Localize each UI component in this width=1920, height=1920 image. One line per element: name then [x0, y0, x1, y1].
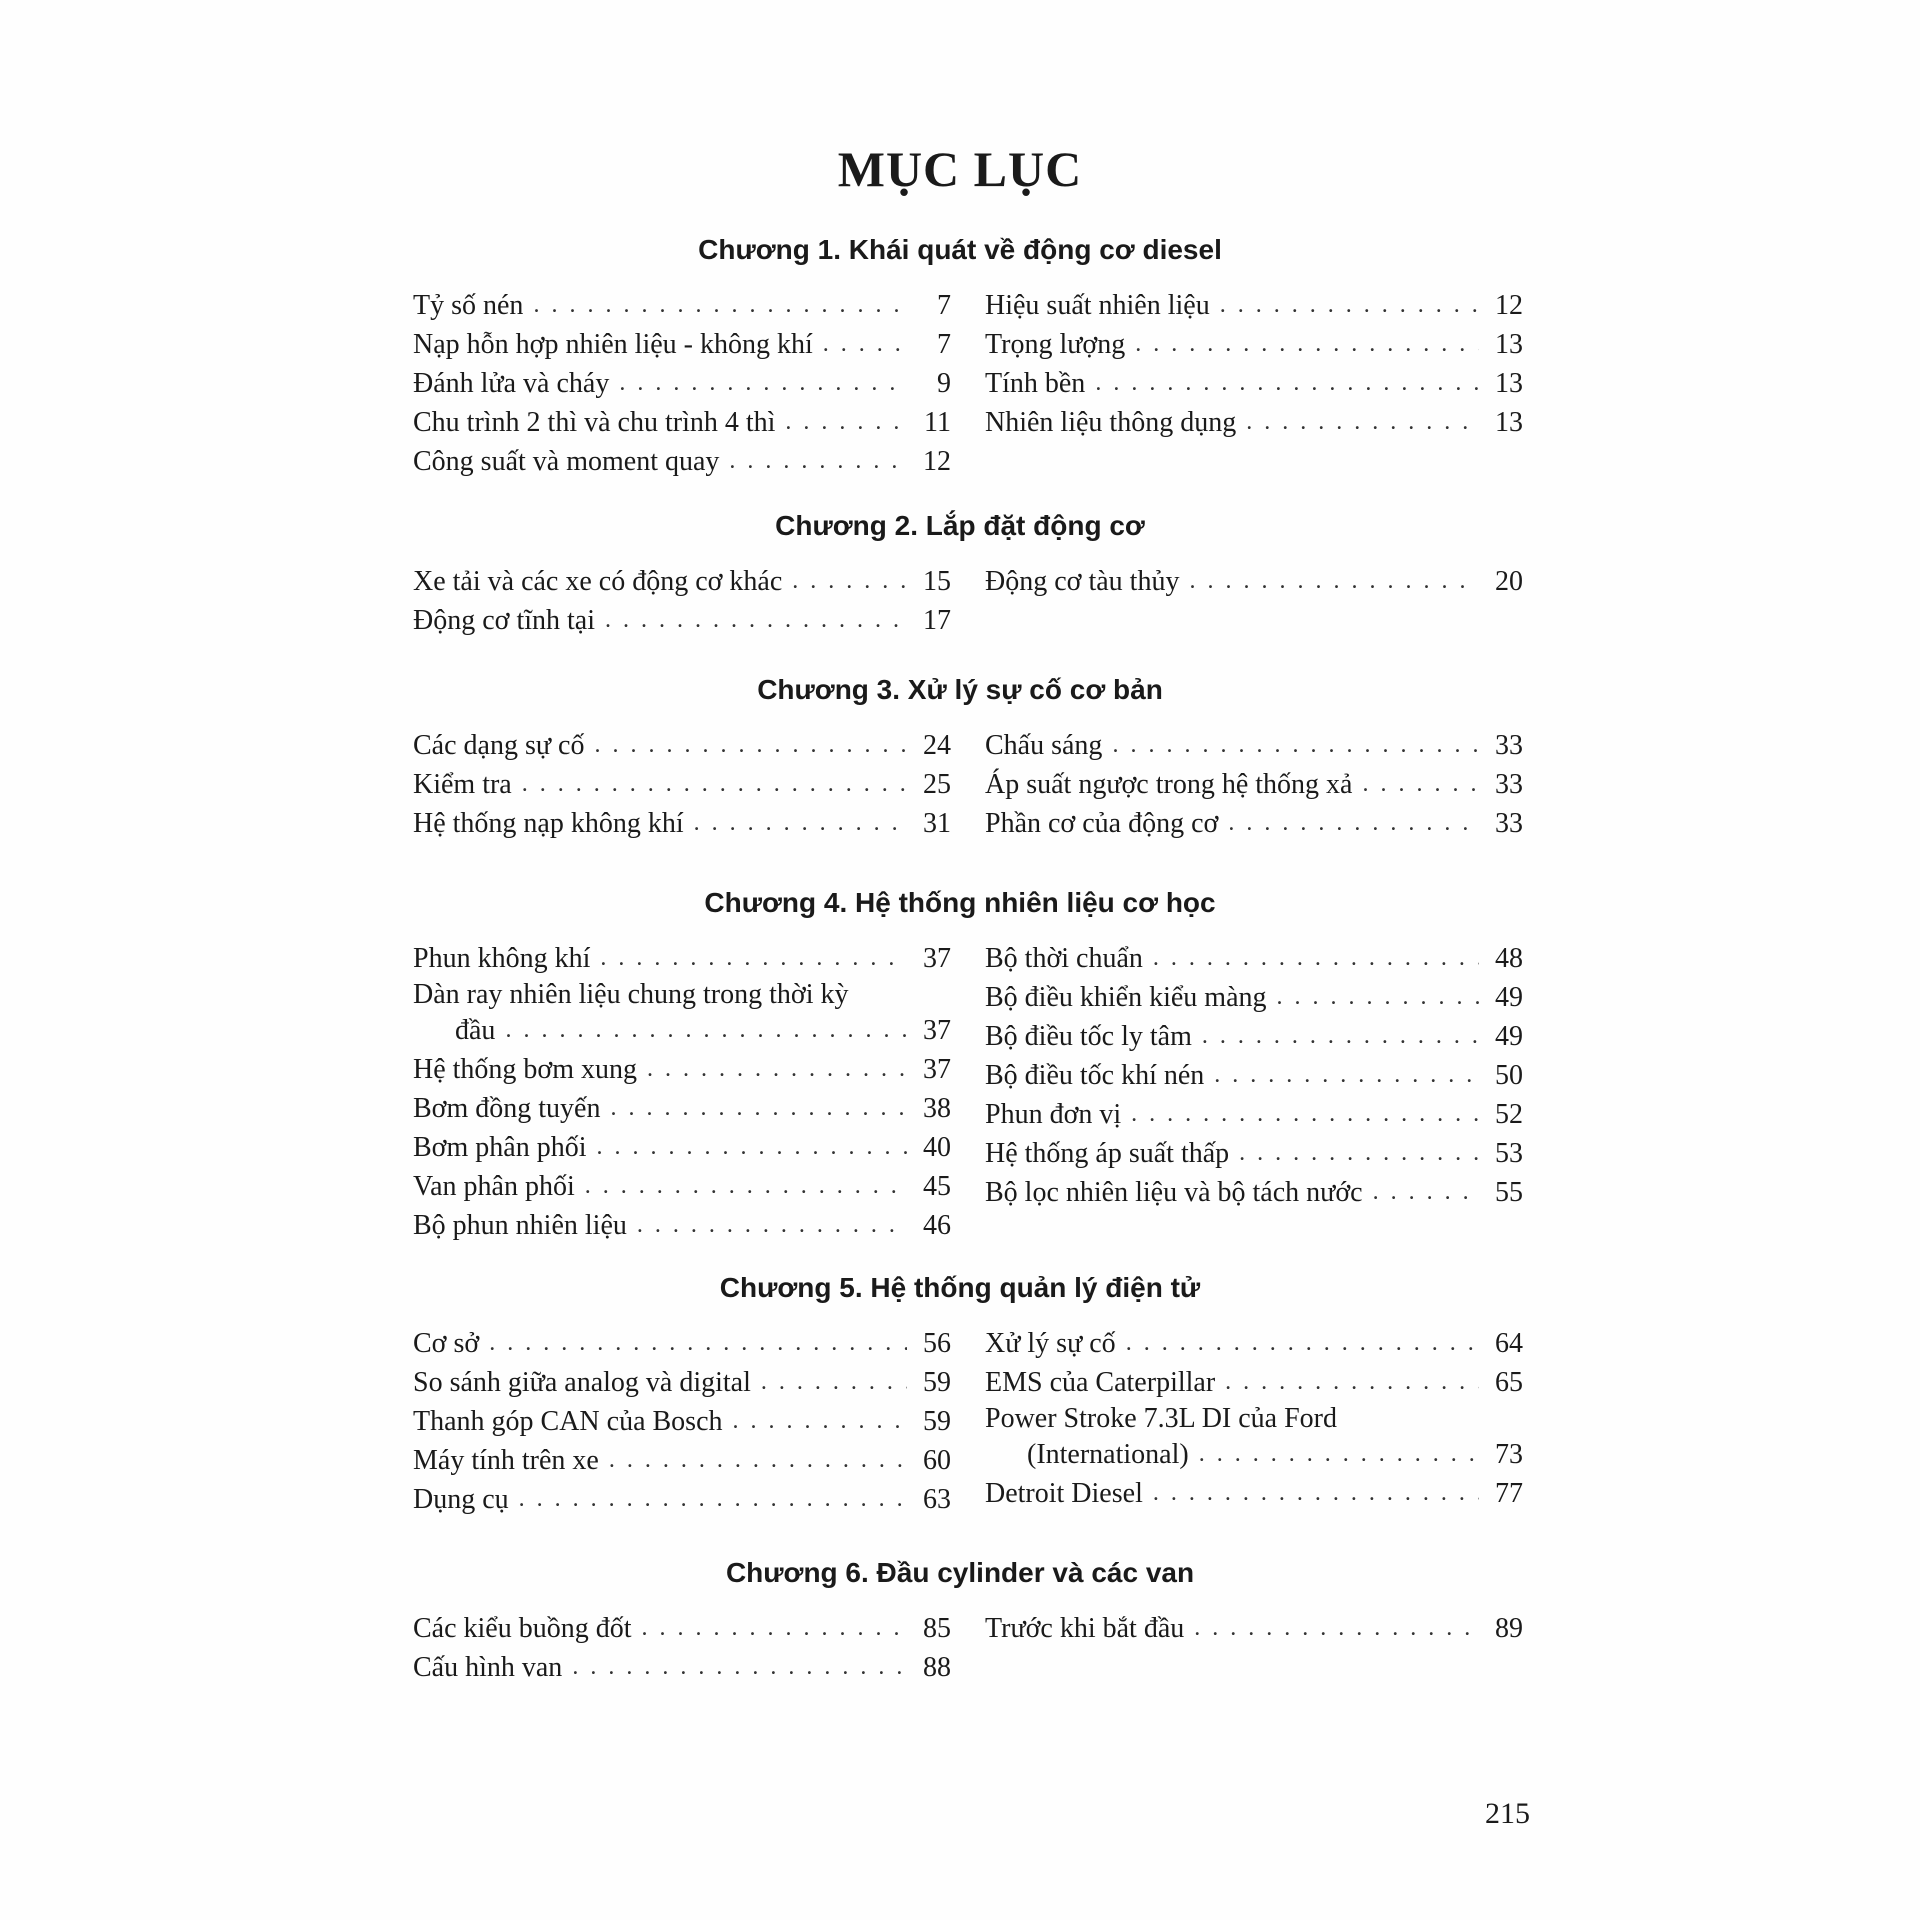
toc-entry-label: Hệ thống áp suất thấp [985, 1138, 1230, 1169]
toc-entry-label: Bộ điều tốc ly tâm [985, 1021, 1192, 1052]
leader-dots [1246, 403, 1479, 442]
toc-entry[interactable] [413, 1128, 951, 1167]
toc-entry-page: 33 [1495, 769, 1523, 800]
toc-entry-page: 11 [924, 407, 951, 438]
toc-entry[interactable] [413, 1206, 951, 1245]
toc-entry-page: 56 [923, 1328, 951, 1359]
chapter-heading: Chương 1. Khái quát về động cơ diesel [698, 234, 1222, 265]
toc-entry-label: Phun đơn vị [985, 1099, 1122, 1130]
toc-column-left [413, 939, 951, 1245]
toc-entry-label: Phần cơ của động cơ [985, 808, 1219, 839]
toc-entry[interactable] [413, 1441, 951, 1480]
leader-dots [1131, 1095, 1479, 1134]
leader-dots [522, 765, 907, 804]
leader-dots [1277, 978, 1479, 1017]
toc-entry[interactable] [985, 403, 1523, 442]
leader-dots [1199, 1435, 1479, 1474]
toc-entry[interactable] [413, 1609, 951, 1648]
toc-entry-page: 12 [1495, 290, 1523, 321]
toc-entry-page: 7 [937, 329, 951, 360]
toc-column-right [985, 939, 1523, 1212]
leader-dots [694, 804, 907, 843]
toc-entry-page: 48 [1495, 943, 1523, 974]
toc-entry-label: Trọng lượng [985, 329, 1126, 360]
toc-entry-page: 24 [923, 730, 951, 761]
toc-entry[interactable] [413, 1402, 951, 1441]
leader-dots [585, 1167, 907, 1206]
toc-entry-page: 38 [923, 1093, 951, 1124]
toc-entry-page: 31 [923, 808, 951, 839]
toc-column-left [413, 1609, 951, 1687]
leader-dots [533, 286, 907, 325]
toc-entry-page: 85 [923, 1613, 951, 1644]
toc-entry-page: 63 [923, 1484, 951, 1515]
toc-entry-page: 60 [923, 1445, 951, 1476]
toc-entry-label: Xử lý sự cố [985, 1328, 1116, 1359]
leader-dots [1135, 325, 1479, 364]
toc-entry-page: 37 [923, 1015, 951, 1046]
toc-entry-page: 13 [1495, 368, 1523, 399]
toc-entry-page: 25 [923, 769, 951, 800]
toc-entry-page: 20 [1495, 566, 1523, 597]
toc-column-right [985, 1324, 1523, 1513]
toc-column-right [985, 1609, 1523, 1648]
toc-entry-page: 33 [1495, 730, 1523, 761]
toc-entry-page: 46 [923, 1210, 951, 1241]
chapter-heading: Chương 4. Hệ thống nhiên liệu cơ học [704, 887, 1216, 918]
toc-column-right [985, 286, 1523, 442]
leader-dots [1228, 804, 1479, 843]
leader-dots [1239, 1134, 1479, 1173]
leader-dots [489, 1324, 907, 1363]
toc-entry-label: Bộ điều tốc khí nén [985, 1060, 1205, 1091]
toc-entry-page: 9 [937, 368, 951, 399]
leader-dots [823, 325, 907, 364]
toc-entry[interactable] [413, 442, 951, 481]
toc-entry-page: 77 [1495, 1478, 1523, 1509]
toc-entry-label: Công suất và moment quay [413, 446, 720, 477]
chapter-heading: Chương 6. Đầu cylinder và các van [725, 1557, 1195, 1588]
leader-dots [1153, 939, 1479, 978]
toc-entry-label: Cơ sở [413, 1328, 480, 1359]
toc-entry[interactable] [413, 364, 951, 403]
toc-entry[interactable] [413, 403, 951, 442]
leader-dots [1126, 1324, 1479, 1363]
toc-entry[interactable] [413, 1480, 951, 1519]
toc-column-left [413, 286, 951, 481]
toc-entry-label: Nạp hỗn hợp nhiên liệu - không khí [413, 329, 813, 360]
toc-entry[interactable] [985, 726, 1523, 765]
leader-dots [1220, 286, 1479, 325]
chapter-heading: Chương 2. Lắp đặt động cơ [775, 510, 1145, 541]
toc-entry-label: Xe tải và các xe có động cơ khác [413, 566, 783, 597]
toc-entry[interactable] [985, 562, 1523, 601]
toc-entry[interactable] [985, 1324, 1523, 1363]
toc-entry-page: 65 [1495, 1367, 1523, 1398]
leader-dots [785, 403, 907, 442]
toc-entry-page: 33 [1495, 808, 1523, 839]
toc-entry[interactable] [413, 804, 951, 843]
toc-entry-page: 15 [923, 566, 951, 597]
toc-entry-label-continued: đầu [455, 1015, 496, 1046]
toc-entry-page: 88 [923, 1652, 951, 1683]
toc-column-left [413, 1324, 951, 1519]
toc-entry-page: 12 [923, 446, 951, 477]
toc-entry-label: So sánh giữa analog và digital [413, 1367, 751, 1398]
leader-dots [572, 1648, 907, 1687]
toc-column-left [413, 562, 951, 640]
toc-entry-label: Các dạng sự cố [413, 730, 585, 761]
chapter-heading: Chương 5. Hệ thống quản lý điện tử [719, 1272, 1201, 1303]
toc-entry-label: Đánh lửa và cháy [413, 368, 610, 399]
toc-entry[interactable] [985, 1402, 1523, 1474]
toc-entry[interactable] [985, 325, 1523, 364]
toc-entry-page: 45 [923, 1171, 951, 1202]
toc-entry-label: Bộ thời chuẩn [985, 943, 1143, 974]
toc-entry[interactable] [985, 978, 1523, 1017]
toc-entry-label: Bộ điều khiển kiểu màng [985, 982, 1267, 1013]
chapter-heading: Chương 3. Xử lý sự cố cơ bản [757, 674, 1163, 705]
toc-entry-label: Detroit Diesel [985, 1478, 1143, 1509]
toc-entry[interactable] [413, 978, 951, 1050]
toc-entry-label: Chấu sáng [985, 730, 1103, 761]
leader-dots [1095, 364, 1479, 403]
toc-entry-label: Bơm đồng tuyến [413, 1093, 601, 1124]
toc-entry-label: Kiểm tra [413, 769, 512, 800]
leader-dots [1189, 562, 1479, 601]
toc-entry[interactable] [413, 765, 951, 804]
toc-entry-page: 73 [1495, 1439, 1523, 1470]
toc-entry-label: Trước khi bắt đầu [985, 1613, 1185, 1644]
toc-entry[interactable] [413, 286, 951, 325]
toc-entry-page: 55 [1495, 1177, 1523, 1208]
toc-entry[interactable] [413, 1089, 951, 1128]
toc-entry-label: Hệ thống bơm xung [413, 1054, 638, 1085]
leader-dots [619, 364, 907, 403]
toc-entry-label: Động cơ tàu thủy [985, 566, 1180, 597]
toc-entry-page: 37 [923, 943, 951, 974]
toc-entry[interactable] [985, 1095, 1523, 1134]
leader-dots [519, 1480, 907, 1519]
leader-dots [642, 1609, 907, 1648]
leader-dots [600, 939, 907, 978]
toc-entry-page: 49 [1495, 1021, 1523, 1052]
toc-entry[interactable] [985, 939, 1523, 978]
toc-entry-page: 13 [1495, 329, 1523, 360]
page-number: 215 [1485, 1797, 1530, 1830]
leader-dots [733, 1402, 907, 1441]
toc-entry[interactable] [985, 1173, 1523, 1212]
leader-dots [596, 1128, 907, 1167]
toc-entry-page: 59 [923, 1406, 951, 1437]
toc-entry[interactable] [985, 1363, 1523, 1402]
toc-entry[interactable] [985, 1056, 1523, 1095]
leader-dots [1225, 1363, 1479, 1402]
page-title: MỤC LỤC [837, 141, 1083, 197]
toc-entry-page: 64 [1495, 1328, 1523, 1359]
toc-entry[interactable] [413, 325, 951, 364]
toc-entry-page: 50 [1495, 1060, 1523, 1091]
toc-entry-label: EMS của Caterpillar [985, 1367, 1216, 1398]
toc-entry[interactable] [413, 562, 951, 601]
toc-entry-label: Cấu hình van [413, 1652, 563, 1683]
leader-dots [505, 1011, 907, 1050]
toc-entry[interactable] [413, 939, 951, 978]
toc-entry-label-continued: (International) [1027, 1439, 1189, 1470]
toc-entry[interactable] [985, 286, 1523, 325]
toc-entry[interactable] [985, 1609, 1523, 1648]
toc-entry-page: 13 [1495, 407, 1523, 438]
leader-dots [761, 1363, 907, 1402]
toc-entry-page: 17 [923, 605, 951, 636]
toc-entry[interactable] [413, 1050, 951, 1089]
toc-entry-label: Power Stroke 7.3L DI của Ford [985, 1403, 1338, 1434]
toc-entry-label: Dụng cụ [413, 1484, 509, 1515]
toc-entry-label: Động cơ tĩnh tại [413, 605, 595, 636]
toc-entry[interactable] [413, 726, 951, 765]
toc-entry[interactable] [413, 1648, 951, 1687]
toc-entry-page: 59 [923, 1367, 951, 1398]
toc-entry-label: Tỷ số nén [413, 290, 524, 321]
leader-dots [792, 562, 907, 601]
toc-entry-label: Phun không khí [413, 943, 591, 974]
leader-dots [1194, 1609, 1479, 1648]
toc-entry[interactable] [985, 1134, 1523, 1173]
toc-entry[interactable] [413, 1363, 951, 1402]
toc-column-right [985, 726, 1523, 843]
toc-entry-label: Dàn ray nhiên liệu chung trong thời kỳ [413, 979, 849, 1010]
leader-dots [1373, 1173, 1479, 1212]
toc-entry[interactable] [413, 1167, 951, 1206]
toc-entry[interactable] [985, 1474, 1523, 1513]
toc-column-left [413, 726, 951, 843]
toc-entry-label: Các kiểu buồng đốt [413, 1613, 632, 1644]
toc-entry-label: Thanh góp CAN của Bosch [413, 1406, 723, 1437]
leader-dots [1214, 1056, 1479, 1095]
leader-dots [647, 1050, 907, 1089]
leader-dots [1202, 1017, 1479, 1056]
toc-column-right [985, 562, 1523, 601]
toc-entry-label: Chu trình 2 thì và chu trình 4 thì [413, 407, 776, 438]
leader-dots [594, 726, 907, 765]
toc-entry[interactable] [985, 364, 1523, 403]
toc-entry-page: 40 [923, 1132, 951, 1163]
leader-dots [1153, 1474, 1479, 1513]
toc-entry-page: 53 [1495, 1138, 1523, 1169]
leader-dots [609, 1441, 907, 1480]
toc-entry-label: Bơm phân phối [413, 1132, 587, 1163]
toc-entry-label: Hiệu suất nhiên liệu [985, 290, 1210, 321]
toc-entry[interactable] [413, 1324, 951, 1363]
leader-dots [1112, 726, 1479, 765]
toc-entry[interactable] [985, 1017, 1523, 1056]
toc-entry-label: Bộ phun nhiên liệu [413, 1210, 627, 1241]
toc-entry-page: 52 [1495, 1099, 1523, 1130]
leader-dots [729, 442, 907, 481]
toc-entry[interactable] [985, 765, 1523, 804]
leader-dots [637, 1206, 907, 1245]
leader-dots [1362, 765, 1479, 804]
toc-entry-label: Bộ lọc nhiên liệu và bộ tách nước [985, 1177, 1363, 1208]
toc-entry-label: Máy tính trên xe [413, 1445, 599, 1476]
leader-dots [610, 1089, 907, 1128]
toc-entry-page: 89 [1495, 1613, 1523, 1644]
leader-dots [605, 601, 907, 640]
toc-entry[interactable] [985, 804, 1523, 843]
toc-entry-label: Áp suất ngược trong hệ thống xả [985, 769, 1353, 800]
toc-entry-page: 37 [923, 1054, 951, 1085]
toc-entry-label: Nhiên liệu thông dụng [985, 407, 1237, 438]
toc-entry-page: 7 [937, 290, 951, 321]
toc-entry-page: 49 [1495, 982, 1523, 1013]
toc-entry-label: Tính bền [985, 368, 1086, 399]
toc-entry-label: Van phân phối [413, 1171, 575, 1202]
toc-entry[interactable] [413, 601, 951, 640]
toc-entry-label: Hệ thống nạp không khí [413, 808, 684, 839]
